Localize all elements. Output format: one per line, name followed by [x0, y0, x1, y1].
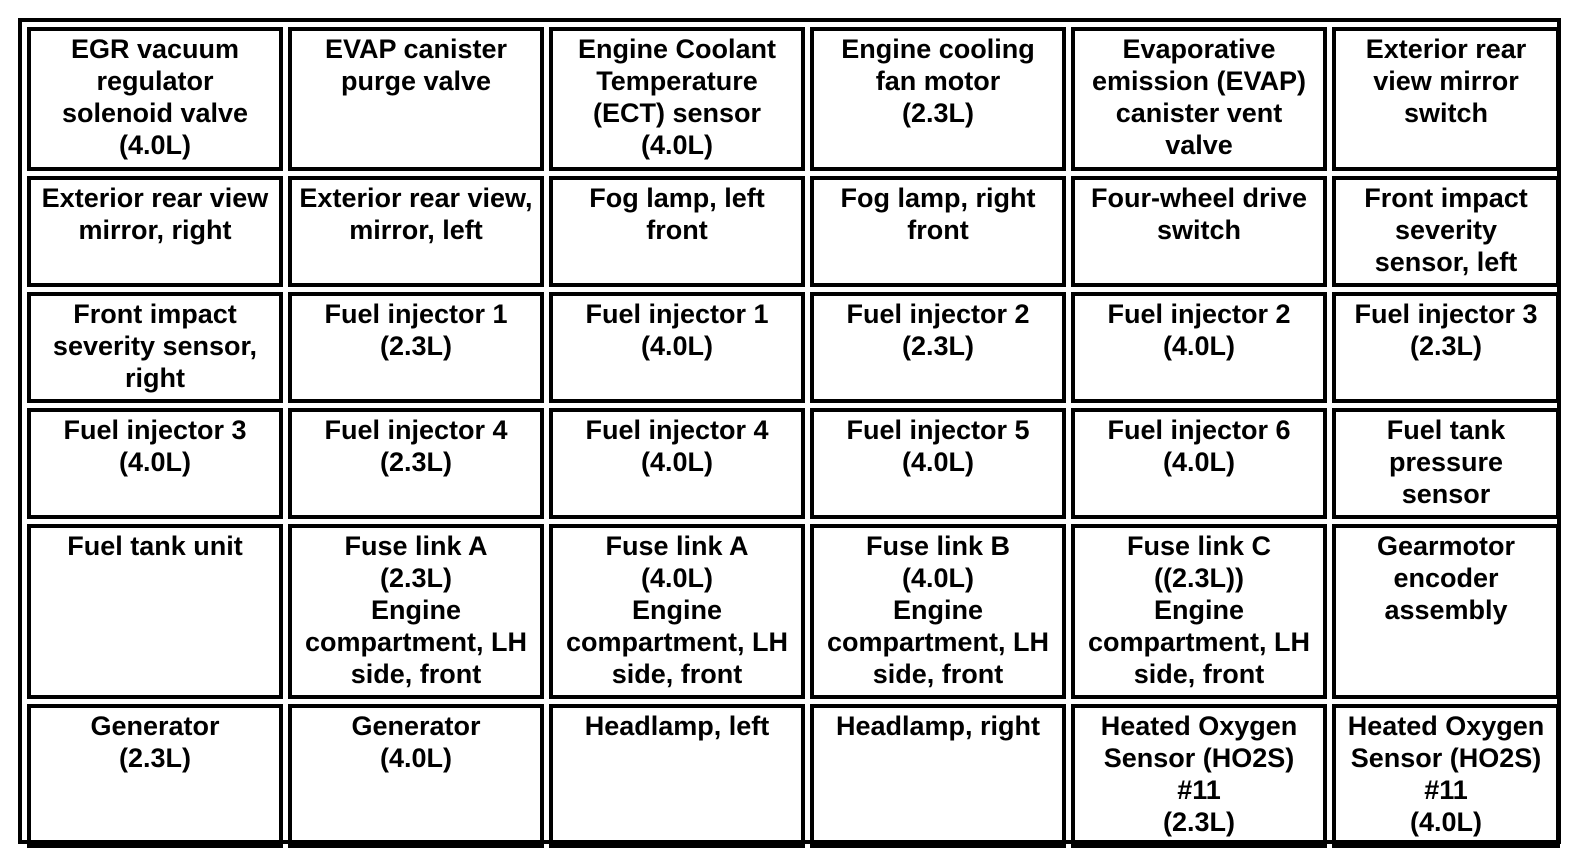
table-cell [1332, 704, 1560, 848]
cell-label: Fuel injector 1 (4.0L) [585, 299, 769, 361]
cell-label: Front impact severity sensor, left [1364, 183, 1528, 277]
cell-label: Generator (2.3L) [90, 711, 220, 773]
table-cell [1071, 176, 1327, 287]
cell-label: Heated Oxygen Sensor (HO2S) #11 (2.3L) [1100, 711, 1298, 837]
table-cell [27, 292, 283, 403]
table-cell [1071, 27, 1327, 171]
cell-label: Fuse link A (4.0L) Engine compartment, LH side, front [565, 531, 789, 689]
cell-label: EGR vacuum regulator solenoid valve (4.0L) [61, 34, 249, 160]
cell-label: EVAP canister purge valve [324, 34, 508, 96]
cell-label: Fuel tank pressure sensor [1386, 415, 1506, 509]
table-cell [810, 27, 1066, 171]
table-cell [288, 524, 544, 699]
table-cell [810, 524, 1066, 699]
table-cell [549, 704, 805, 848]
table-cell [288, 27, 544, 171]
cell-label: Fuel injector 4 (4.0L) [585, 415, 769, 477]
table-cell [549, 524, 805, 699]
table-cell [27, 176, 283, 287]
table-cell [27, 704, 283, 848]
table-cell [1071, 704, 1327, 848]
table-cell [288, 408, 544, 519]
cell-label: Fuel injector 2 (4.0L) [1107, 299, 1291, 361]
table-cell [1332, 27, 1560, 171]
cell-label: Fuse link A (2.3L) Engine compartment, LH side, front [304, 531, 528, 689]
cell-label: Fuel injector 3 (4.0L) [63, 415, 247, 477]
cell-label: Exterior rear view mirror, right [41, 183, 269, 245]
cell-label: Fuel tank unit [67, 531, 243, 561]
cell-label: Fuel injector 6 (4.0L) [1107, 415, 1291, 477]
table-cell [1332, 408, 1560, 519]
cell-label: Fuse link B (4.0L) Engine compartment, LH side, front [826, 531, 1050, 689]
table-cell [27, 408, 283, 519]
cell-label: Generator (4.0L) [351, 711, 481, 773]
table-cell [810, 704, 1066, 848]
cell-label: Headlamp, left [584, 711, 770, 741]
cell-label: Fog lamp, right front [840, 183, 1036, 245]
component-grid [27, 27, 1552, 835]
cell-label: Evaporative emission (EVAP) canister vent valve [1091, 34, 1307, 160]
cell-label: Fuel injector 3 (2.3L) [1354, 299, 1538, 361]
table-cell [1332, 524, 1560, 699]
cell-label: Engine cooling fan motor (2.3L) [841, 34, 1035, 128]
table-cell [810, 408, 1066, 519]
cell-label: Fuel injector 5 (4.0L) [846, 415, 1030, 477]
cell-label: Fuel injector 2 (2.3L) [846, 299, 1030, 361]
cell-label: Exterior rear view, mirror, left [299, 183, 533, 245]
component-table [18, 18, 1561, 844]
cell-label: Four-wheel drive switch [1090, 183, 1308, 245]
cell-label: Headlamp, right [835, 711, 1041, 741]
table-cell [810, 292, 1066, 403]
table-cell [288, 704, 544, 848]
table-cell [288, 292, 544, 403]
table-cell [1071, 524, 1327, 699]
cell-label: Fog lamp, left front [589, 183, 765, 245]
table-cell [27, 524, 283, 699]
cell-label: Fuel injector 4 (2.3L) [324, 415, 508, 477]
cell-label: Heated Oxygen Sensor (HO2S) #11 (4.0L) [1347, 711, 1545, 837]
table-cell [1071, 292, 1327, 403]
table-cell [549, 292, 805, 403]
table-cell [549, 176, 805, 287]
cell-label: Fuse link C ((2.3L)) Engine compartment, LH side, front [1087, 531, 1311, 689]
table-cell [1071, 408, 1327, 519]
table-cell [549, 408, 805, 519]
table-cell [27, 27, 283, 171]
cell-label: Fuel injector 1 (2.3L) [324, 299, 508, 361]
cell-label: Exterior rear view mirror switch [1365, 34, 1527, 128]
table-cell [1332, 292, 1560, 403]
table-cell [549, 27, 805, 171]
table-cell [1332, 176, 1560, 287]
table-cell [810, 176, 1066, 287]
cell-label: Engine Coolant Temperature (ECT) sensor (4.0L) [578, 34, 776, 160]
table-cell [288, 176, 544, 287]
cell-label: Front impact severity sensor, right [52, 299, 258, 393]
cell-label: Gearmotor encoder assembly [1376, 531, 1516, 625]
